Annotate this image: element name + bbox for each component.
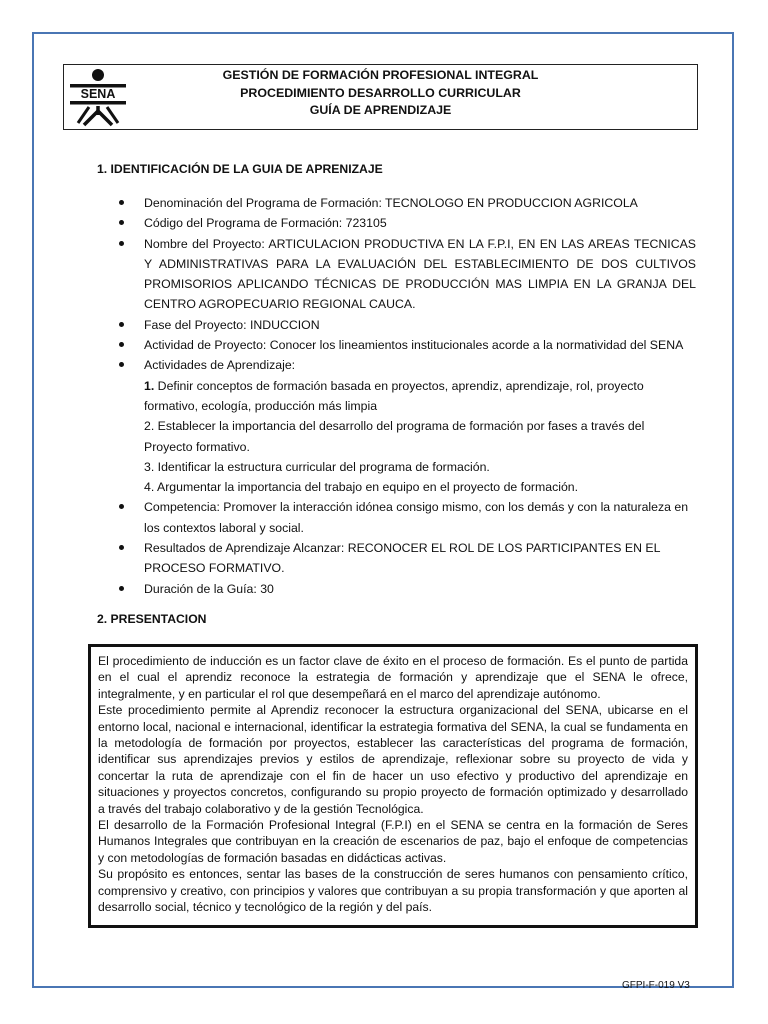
presentation-box <box>88 644 698 928</box>
actividades-label: Actividades de Aprendizaje: <box>144 358 296 373</box>
actividad-2: 2. Establecer la importancia del desarrollo del programa de formación por fases a través del Proyecto formativo. <box>144 419 645 454</box>
logo-text: SENA <box>80 87 116 101</box>
header-title-3: GUÍA DE APRENDIZAJE <box>309 103 452 117</box>
form-code: GFPI-F-019 V3 <box>622 980 690 991</box>
actividad-1 <box>144 376 696 417</box>
list-item-fase: Fase del Proyecto: INDUCCION <box>118 315 696 335</box>
section2-heading: 2. PRESENTACION <box>97 612 207 626</box>
list-item-resultados: Resultados de Aprendizaje Alcanzar: RECONOCER EL ROL DE LOS PARTICIPANTES EN EL PROCESO FORMATIVO. <box>118 538 696 579</box>
presentation-paragraph-2: Este procedimiento permite al Aprendiz reconocer la estructura organizacional del SENA, ubicarse en el entorno local, nacional e internacional, identificar la estrategia formativa del SENA, la cual se fundamenta en la metodología de formación por proyectos, establecer las características del programa de formación, identificar sus aprendizajes previos y estilos de aprendizaje, reflexionar sobre su proyecto de vida y concertar la ruta de aprendizaje con el fin de hacer un uso efectivo y productivo del aprendizaje en situaciones y proyectos concretos, configurando su propio proyecto de formación optimizado y desarrollado a través del trabajo colaborativo y de la gestión Tecnológica. <box>98 703 688 816</box>
presentation-paragraph-3: El desarrollo de la Formación Profesional Integral (F.P.I) en el SENA se centra en la formación de Seres Humanos Integrales que contribuyan en la creación de escenarios de paz, bajo el enfoque de competencias y con metodologías de formación basadas en didácticas activas. <box>98 818 688 865</box>
header-title-2: PROCEDIMIENTO DESARROLLO CURRICULAR <box>240 85 521 100</box>
header-titles <box>64 67 697 120</box>
document-header <box>63 64 698 130</box>
list-item-actividades <box>118 355 696 497</box>
actividad-4: 4. Argumentar la importancia del trabajo en equipo en el proyecto de formación. <box>144 480 579 495</box>
actividad-1-number: 1. <box>144 378 155 393</box>
list-item-competencia: Competencia: Promover la interacción idónea consigo mismo, con los demás y con la naturaleza en los contextos laboral y social. <box>118 497 696 538</box>
list-item-duracion: Duración de la Guía: 30 <box>118 579 696 599</box>
section1-heading: 1. IDENTIFICACIÓN DE LA GUIA DE APRENIZAJE <box>97 162 383 176</box>
header-title-1: GESTIÓN DE FORMACIÓN PROFESIONAL INTEGRAL <box>222 68 539 82</box>
actividad-1-text: Definir conceptos de formación basada en proyectos, aprendiz, aprendizaje, rol, proyecto formativo, ecología, producción más limpia <box>144 378 644 413</box>
identification-list <box>118 193 696 599</box>
list-item-codigo: Código del Programa de Formación: 723105 <box>118 213 696 233</box>
presentation-paragraph-1: El procedimiento de inducción es un factor clave de éxito en el proceso de formación. Es el punto de partida en el cual el aprendiz reconoce la estrategia de formación y aprendizaje que el SENA le ofrece, integralmente, y en particular el rol que desempeñará en el marco del aprendizaje autónomo. <box>98 654 688 701</box>
list-item-proyecto: Nombre del Proyecto: ARTICULACION PRODUCTIVA EN LA F.P.I, EN EN LAS AREAS TECNICAS Y ADMINISTRATIVAS PARA LA EVALUACIÓN DEL ESTABLECIMIENTO DE DOS CULTIVOS PROMISORIOS APLICANDO TÉCNICAS DE PRODUCCIÓN MAS LIMPIA EN LA GRANJA DEL CENTRO AGROPECUARIO REGIONAL CAUCA. <box>118 234 696 315</box>
list-item-denominacion: Denominación del Programa de Formación: TECNOLOGO EN PRODUCCION AGRICOLA <box>118 193 696 213</box>
presentation-paragraph-4: Su propósito es entonces, sentar las bases de la construcción de seres humanos con pensamiento crítico, comprensivo y creativo, con principios y valores que contribuyan a su propia transformación y que aporten al desarrollo social, técnico y tecnológico de la región y del país. <box>98 867 688 915</box>
list-item-actividad-proyecto: Actividad de Proyecto: Conocer los lineamientos institucionales acorde a la normatividad del SENA <box>118 335 696 355</box>
actividad-3: 3. Identificar la estructura curricular del programa de formación. <box>144 459 490 474</box>
